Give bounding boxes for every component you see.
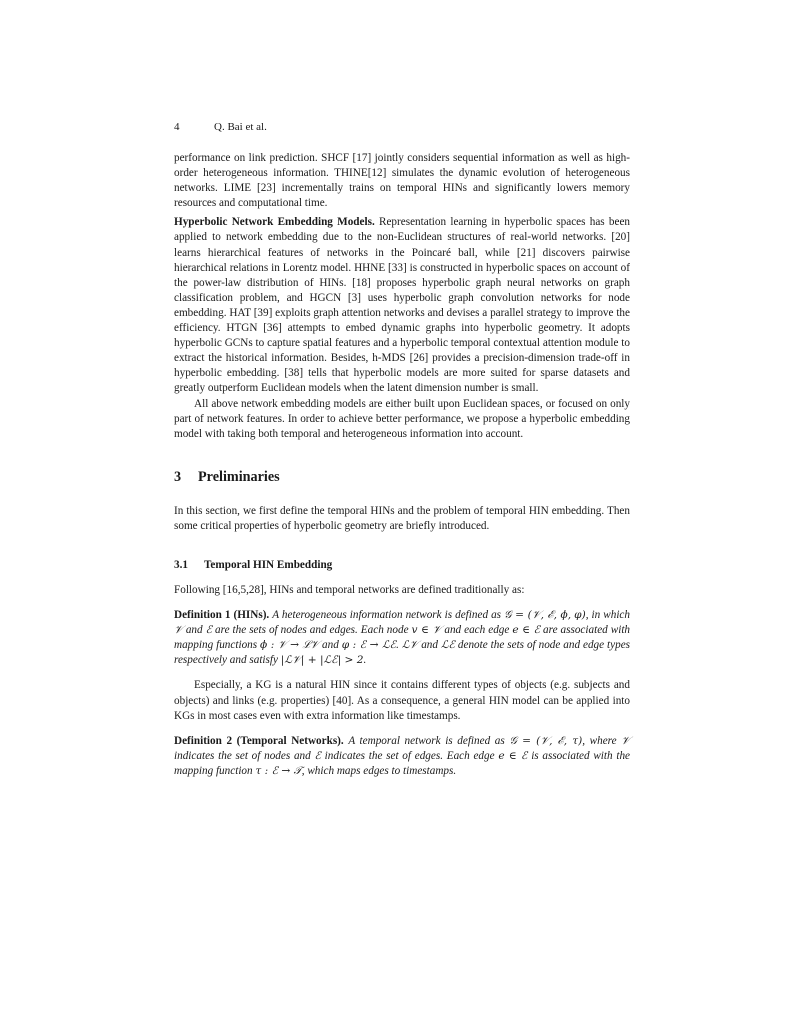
running-header bbox=[174, 120, 267, 134]
definition-1 bbox=[174, 608, 630, 668]
subsection-intro-paragraph: Following [16,5,28], HINs and temporal networks are defined traditionally as: bbox=[174, 583, 525, 596]
definition-2-body: A temporal network is defined as 𝒢 = (𝒱, ℰ, τ), where 𝒱 indicates the set of nodes and ℰ indicates the set of edges. Each edge e ∈ ℰ is associated with the mapping function τ : ℰ → 𝒯, which maps edges to timestamps. bbox=[174, 734, 631, 777]
section-title: Preliminaries bbox=[198, 468, 280, 485]
page-number: 4 bbox=[174, 121, 180, 133]
running-authors: Q. Bai et al. bbox=[214, 121, 267, 133]
subsection-heading bbox=[174, 558, 630, 573]
hyperbolic-models-heading: Hyperbolic Network Embedding Models. bbox=[174, 216, 375, 229]
summary-paragraph: All above network embedding models are either built upon Euclidean spaces, or focused on only part of network features. In order to achieve better performance, we propose a hyperbolic embedding model with taking both temporal and heterogeneous information into account. bbox=[174, 397, 630, 440]
intro-paragraph: performance on link prediction. SHCF [17] jointly considers sequential information as well as high-order heterogeneous information. THINE[12] simulates the dynamic evolution of heterogeneous networks. LIME [23] incrementally trains on temporal HINs and significantly lowers memory resources and computational time. bbox=[174, 152, 630, 210]
section-number: 3 bbox=[174, 468, 182, 485]
section-intro-paragraph: In this section, we first define the temporal HINs and the problem of temporal HIN embedding. Then some critical properties of hyperbolic geometry are briefly introduced. bbox=[174, 504, 630, 532]
page-body bbox=[174, 151, 630, 779]
definition-2-label: Definition 2 (Temporal Networks). bbox=[174, 734, 344, 747]
hyperbolic-models-paragraph bbox=[174, 215, 630, 396]
kg-paragraph: Especially, a KG is a natural HIN since it contains different types of objects (e.g. subjects and objects) and links (e.g. properties) [40]. As a consequence, a general HIN model can be applied into KGs in most cases even with extra information like timestamps. bbox=[174, 679, 630, 722]
subsection-number: 3.1 bbox=[174, 558, 188, 571]
definition-1-label: Definition 1 (HINs). bbox=[174, 609, 270, 622]
definition-2 bbox=[174, 734, 630, 779]
definition-1-body: A heterogeneous information network is defined as 𝒢 = (𝒱, ℰ, ϕ, φ), in which 𝒱 and ℰ are the sets of nodes and edges. Each node v ∈ 𝒱 and each edge e ∈ ℰ are associated with mapping functions ϕ : 𝒱 → ℒ𝒱 and φ : ℰ → ℒℰ. ℒ𝒱 and ℒℰ denote the sets of node and edge types respectively and satisfy |ℒ𝒱| + |ℒℰ| > 2. bbox=[174, 609, 631, 667]
subsection-title: Temporal HIN Embedding bbox=[204, 558, 333, 571]
hyperbolic-models-text: Representation learning in hyperbolic spaces has been applied to network embedding due to the non-Euclidean structures of real-world networks. [20] learns hierarchical features of networks in the Poincaré ball, while [21] discovers pairwise hierarchical relations in Lorentz model. HHNE [33] is constructed in hyperbolic spaces on account of the power-law distribution of HINs. [18] proposes hyperbolic graph neural networks on graph classification problem, and HGCN [3] uses hyperbolic graph convolution networks for node embedding. HAT [39] exploits graph attention networks and devises a parallel strategy to improve the efficiency. HTGN [36] attempts to embed dynamic graphs into hyperbolic geometry. It adopts hyperbolic GCNs to capture spatial features and a hyperbolic temporal contextual attention module to extract the historical information. Besides, h-MDS [26] provides a precision-dimension trade-off in hyperbolic embedding. [38] tells that hyperbolic models are more suited for sparse datasets and greatly outperform Euclidean models when the latent dimension number is small. bbox=[174, 216, 631, 395]
section-heading bbox=[174, 468, 630, 486]
